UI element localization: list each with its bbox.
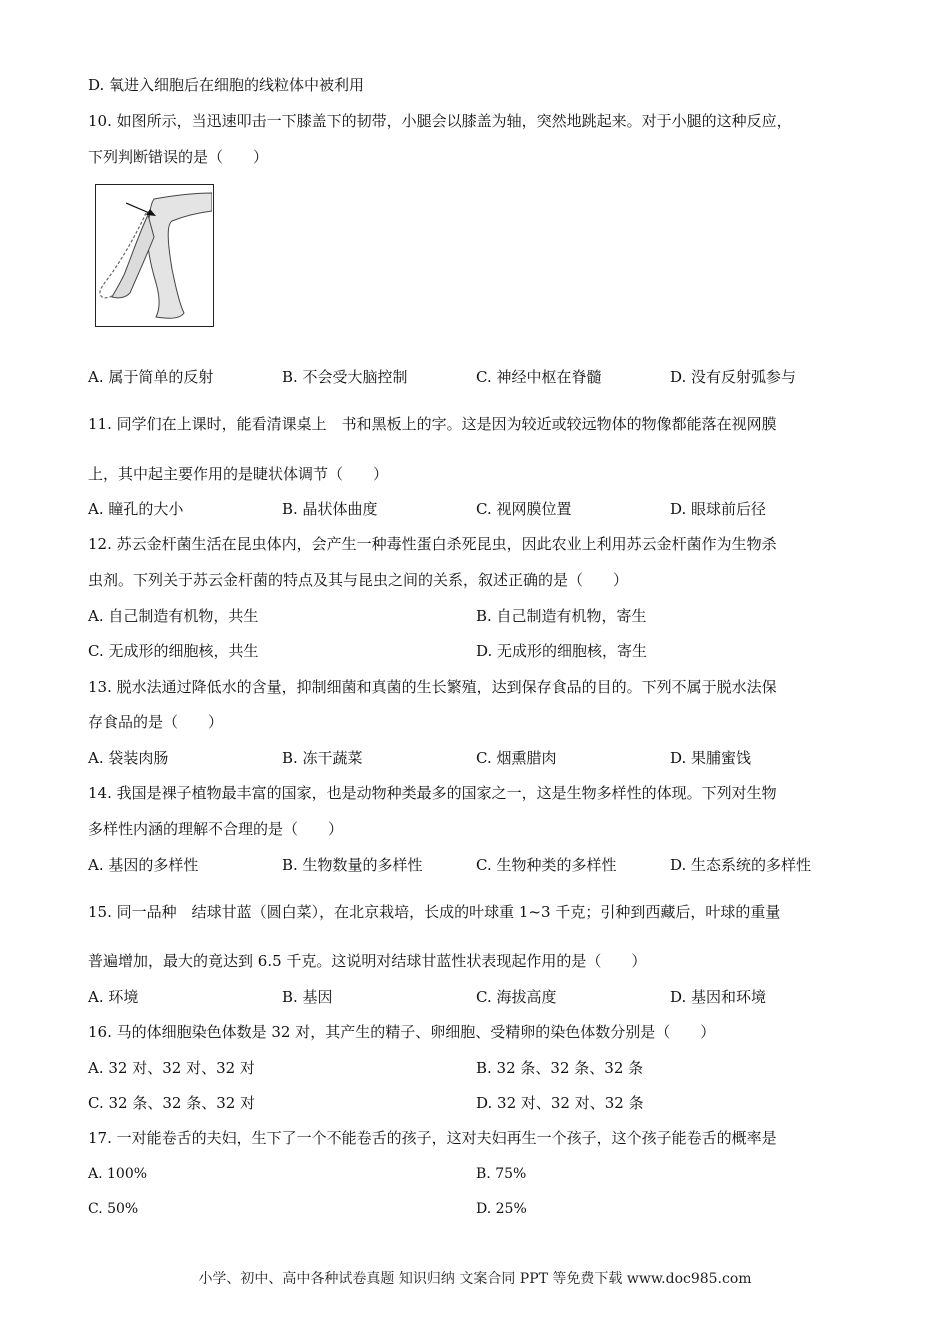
q9-option-d: D. 氧进入细胞后在细胞的线粒体中被利用 (88, 76, 365, 94)
option-d[interactable]: D. 果脯蜜饯 (670, 749, 752, 767)
option-a[interactable]: A. 100% (88, 1166, 148, 1182)
question-14-line-2: 多样性内涵的理解不合理的是（ ） (88, 820, 344, 838)
option-a[interactable]: A. 环境 (88, 988, 139, 1006)
option-a[interactable]: A. 基因的多样性 (88, 856, 199, 874)
option-c[interactable]: C. 生物种类的多样性 (476, 856, 617, 874)
option-c[interactable]: C. 视网膜位置 (476, 500, 572, 518)
option-c[interactable]: C. 烟熏腊肉 (476, 749, 557, 767)
option-b[interactable]: B. 自己制造有机物，寄生 (476, 607, 647, 625)
question-10-line-2: 下列判断错误的是（ ） (88, 148, 269, 166)
option-c[interactable]: C. 32 条、32 条、32 对 (88, 1094, 256, 1112)
option-b[interactable]: B. 75% (476, 1166, 527, 1182)
option-b[interactable]: B. 32 条、32 条、32 条 (476, 1059, 644, 1077)
option-d[interactable]: D. 基因和环境 (670, 988, 767, 1006)
option-a[interactable]: A. 自己制造有机物，共生 (88, 607, 259, 625)
option-a[interactable]: A. 袋装肉肠 (88, 749, 169, 767)
option-a[interactable]: A. 属于简单的反射 (88, 368, 214, 386)
option-b[interactable]: B. 晶状体曲度 (282, 500, 378, 518)
option-d[interactable]: D. 32 对、32 对、32 条 (476, 1094, 644, 1112)
question-15-line-1: 15. 同一品种 结球甘蓝（圆白菜），在北京栽培，长成的叶球重 1~3 千克；引种到西藏后，叶球的重量 (88, 903, 781, 921)
question-17-line-1: 17. 一对能卷舌的夫妇，生下了一个不能卷舌的孩子，这对夫妇再生一个孩子，这个孩子能卷舌的概率是 (88, 1129, 777, 1147)
option-d[interactable]: D. 眼球前后径 (670, 500, 767, 518)
option-b[interactable]: B. 冻干蔬菜 (282, 749, 363, 767)
option-d[interactable]: D. 25% (476, 1201, 527, 1217)
question-11-line-1: 11. 同学们在上课时，能看清课桌上 书和黑板上的字。这是因为较近或较远物体的物像都能落在视网膜 (88, 415, 777, 433)
option-b[interactable]: B. 生物数量的多样性 (282, 856, 423, 874)
question-10-line-1: 10. 如图所示，当迅速叩击一下膝盖下的韧带，小腿会以膝盖为轴，突然地跳起来。对于小腿的这种反应， (88, 112, 792, 130)
option-d[interactable]: D. 生态系统的多样性 (670, 856, 812, 874)
option-b[interactable]: B. 基因 (282, 988, 333, 1006)
option-c[interactable]: C. 无成形的细胞核，共生 (88, 642, 259, 660)
question-11-line-2: 上，其中起主要作用的是睫状体调节（ ） (88, 465, 389, 483)
page-footer: 小学、初中、高中各种试卷真题 知识归纳 文案合同 PPT 等免费下载 www.doc985.com (198, 1271, 752, 1287)
option-c[interactable]: C. 海拔高度 (476, 988, 557, 1006)
question-14-line-1: 14. 我国是裸子植物最丰富的国家，也是动物种类最多的国家之一，这是生物多样性的体现。下列对生物 (88, 784, 777, 802)
option-c[interactable]: C. 神经中枢在脊髓 (476, 368, 602, 386)
option-d[interactable]: D. 没有反射弧参与 (670, 368, 797, 386)
option-b[interactable]: B. 不会受大脑控制 (282, 368, 408, 386)
option-c[interactable]: C. 50% (88, 1201, 139, 1217)
knee-jerk-leg-drawing (96, 185, 212, 325)
option-a[interactable]: A. 瞳孔的大小 (88, 500, 184, 518)
question-13-line-1: 13. 脱水法通过降低水的含量，抑制细菌和真菌的生长繁殖，达到保存食品的目的。下列不属于脱水法保 (88, 678, 777, 696)
question-15-line-2: 普遍增加，最大的竟达到 6.5 千克。这说明对结球甘蓝性状表现起作用的是（ ） (88, 952, 647, 970)
option-d[interactable]: D. 无成形的细胞核，寄生 (476, 642, 648, 660)
question-12-line-1: 12. 苏云金杆菌生活在昆虫体内，会产生一种毒性蛋白杀死昆虫，因此农业上利用苏云金杆菌作为生物杀 (88, 535, 777, 553)
question-12-line-2: 虫剂。下列关于苏云金杆菌的特点及其与昆虫之间的关系，叙述正确的是（ ） (88, 571, 629, 589)
knee-jerk-figure (95, 184, 214, 327)
question-16-line-1: 16. 马的体细胞染色体数是 32 对，其产生的精子、卵细胞、受精卵的染色体数分别是（ ） (88, 1023, 716, 1041)
option-a[interactable]: A. 32 对、32 对、32 对 (88, 1059, 255, 1077)
question-13-line-2: 存食品的是（ ） (88, 713, 224, 731)
